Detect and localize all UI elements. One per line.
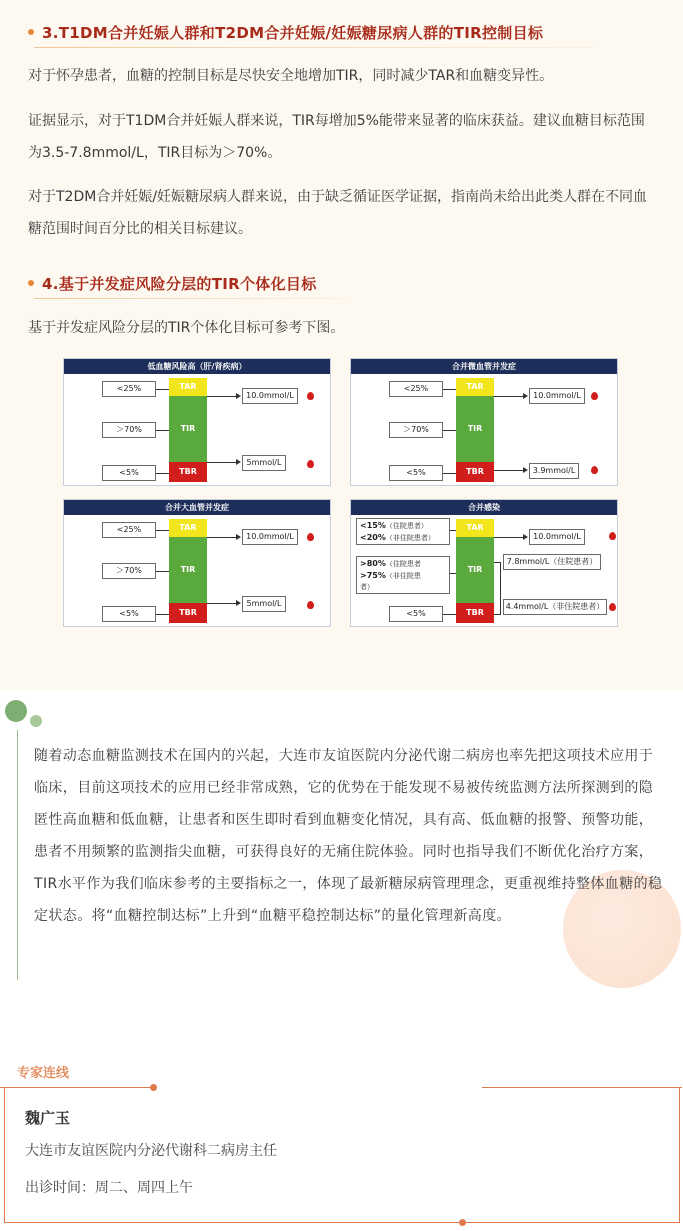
threshold-line	[207, 603, 237, 604]
expert-section-tag: 专家连线	[17, 1066, 70, 1081]
threshold-line	[494, 470, 524, 471]
high-threshold-box: 10.0mmol/L	[529, 388, 585, 404]
section-3-heading: 3.T1DM合并妊娠人群和T2DM合并妊娠/妊娠糖尿病人群的TIR控制目标	[28, 19, 594, 45]
leaf-dot-icon	[30, 715, 42, 727]
divider-gap	[152, 1085, 482, 1089]
bracket-line	[494, 614, 501, 615]
tbr-target-box: <5%	[102, 606, 156, 622]
tir-segment: TIR	[169, 537, 207, 603]
corner-dot-icon	[459, 1219, 466, 1226]
section-3-paragraph-3: 对于T2DM合并妊娠/妊娠糖尿病人群来说，由于缺乏循证医学证据，指南尚未给出此类人群在不同血糖范围时间百分比的相关目标建议。	[28, 189, 648, 237]
connector-line	[443, 473, 456, 474]
tbr-segment: TBR	[456, 603, 494, 623]
decorative-vertical-line	[17, 730, 18, 980]
arrow-icon	[236, 600, 241, 606]
tir-target-box: ＞70%	[389, 422, 443, 438]
expert-title: 大连市友谊医院内分泌代谢科二病房主任	[25, 1143, 277, 1159]
tbr-segment: TBR	[169, 603, 207, 623]
bracket-line	[500, 562, 501, 614]
tar-target-box: <25%	[102, 522, 156, 538]
body-paragraph: 随着动态血糖监测技术在国内的兴起，大连市友谊医院内分泌代谢二病房也率先把这项技术应用于临床，目前这项技术的应用已经非常成熟，它的优势在于能发现不易被传统监测方法所探测到的隐匿性高血糖和低血糖，让患者和医生即时看到血糖变化情况，具有高、低血糖的报警、预警功能，患者不用频繁的监测指尖血糖，可获得良好的无痛住院体验。同时也指导我们不断优化治疗方案， TIR水平作为我们临床参考的主要指标之一，体现了最新糖尿病管理理念，更重视维持整体血糖的稳定状态。将“血糖控制达标”上升到“血糖平稳控制达标”的量化管理新高度。	[34, 748, 663, 924]
arrow-icon	[523, 393, 528, 399]
threshold-line	[494, 396, 524, 397]
heading-underline	[34, 47, 594, 48]
connector-line	[156, 614, 169, 615]
tir-target-box: ＞70%	[102, 422, 156, 438]
tbr-segment: TBR	[169, 462, 207, 482]
tir-bar	[456, 378, 494, 482]
low-threshold-box: 3.9mmol/L	[529, 463, 579, 479]
tir-target-figure	[63, 358, 621, 630]
tir-segment: TIR	[456, 537, 494, 603]
tar-segment: TAR	[169, 519, 207, 537]
section-4-paragraph-1: 基于并发症风险分层的TIR个体化目标可参考下图。	[28, 320, 345, 336]
tir-segment: TIR	[169, 396, 207, 462]
corner-dot-icon	[150, 1084, 157, 1091]
panel-title: 低血糖风险高（肝/肾疾病）	[64, 359, 330, 374]
high-threshold-box: 10.0mmol/L	[242, 529, 298, 545]
panel-title: 合并感染	[351, 500, 617, 515]
tir-bar	[169, 378, 207, 482]
threshold-line	[207, 396, 237, 397]
tir-bar	[169, 519, 207, 623]
tar-target-box: <15%（住院患者） <20%（非住院患者）	[356, 518, 450, 545]
blood-drop-icon	[591, 466, 598, 474]
arrow-icon	[236, 393, 241, 399]
arrow-icon	[236, 459, 241, 465]
connector-line	[156, 389, 169, 390]
connector-line	[156, 571, 169, 572]
connector-line	[443, 430, 456, 431]
panel-infection	[350, 499, 618, 627]
heading-underline	[34, 298, 350, 299]
blood-drop-icon	[609, 532, 616, 540]
tbr-target-box: <5%	[389, 465, 443, 481]
tir-segment: TIR	[456, 396, 494, 462]
threshold-line	[494, 537, 524, 538]
blood-drop-icon	[591, 392, 598, 400]
arrow-icon	[523, 467, 528, 473]
tar-segment: TAR	[456, 519, 494, 537]
mid-threshold-box: 7.8mmol/L（住院患者）	[503, 554, 601, 570]
panel-microvascular	[350, 358, 618, 486]
bracket-line	[494, 562, 501, 563]
connector-line	[156, 530, 169, 531]
low-threshold-box: 5mmol/L	[242, 596, 286, 612]
connector-line	[156, 473, 169, 474]
tar-target-box: <25%	[102, 381, 156, 397]
blood-drop-icon	[307, 392, 314, 400]
bullet-dot-icon	[28, 280, 34, 286]
bullet-dot-icon	[28, 29, 34, 35]
tbr-target-box: <5%	[389, 606, 443, 622]
threshold-line	[207, 462, 237, 463]
tbr-segment: TBR	[456, 462, 494, 482]
high-threshold-box: 10.0mmol/L	[242, 388, 298, 404]
panel-macrovascular	[63, 499, 331, 627]
tar-target-box: <25%	[389, 381, 443, 397]
blood-drop-icon	[307, 533, 314, 541]
expert-name: 魏广玉	[25, 1109, 71, 1127]
high-threshold-box: 10.0mmol/L	[529, 529, 585, 545]
tir-target-box: ＞70%	[102, 563, 156, 579]
connector-line	[443, 389, 456, 390]
blood-drop-icon	[307, 601, 314, 609]
panel-title: 合并微血管并发症	[351, 359, 617, 374]
tir-target-box: >80%（住院患者 >75%（非住院患 者）	[356, 556, 450, 594]
panel-low-glucose-risk	[63, 358, 331, 486]
panel-title: 合并大血管并发症	[64, 500, 330, 515]
threshold-line	[207, 537, 237, 538]
section-3-paragraph-2: 证据显示，对于T1DM合并妊娠人群来说，TIR每增加5%能带来显著的临床获益。建议血糖目标范围为3.5-7.8mmol/L，TIR目标为＞70%。	[28, 113, 645, 161]
clinic-hours: 出诊时间：周二、周四上午	[25, 1180, 193, 1196]
tir-bar	[456, 519, 494, 623]
arrow-icon	[523, 534, 528, 540]
connector-line	[443, 614, 456, 615]
tar-segment: TAR	[169, 378, 207, 396]
connector-line	[156, 430, 169, 431]
low-threshold-box: 4.4mmol/L（非住院患者）	[503, 599, 607, 615]
tar-segment: TAR	[456, 378, 494, 396]
tbr-target-box: <5%	[102, 465, 156, 481]
section-3-paragraph-1: 对于怀孕患者，血糖的控制目标是尽快安全地增加TIR，同时减少TAR和血糖变异性。	[28, 68, 554, 84]
leaf-dot-icon	[5, 700, 27, 722]
blood-drop-icon	[307, 460, 314, 468]
section-4-heading: 4.基于并发症风险分层的TIR个体化目标	[28, 270, 350, 296]
arrow-icon	[236, 534, 241, 540]
blood-drop-icon	[609, 603, 616, 611]
low-threshold-box: 5mmol/L	[242, 455, 286, 471]
